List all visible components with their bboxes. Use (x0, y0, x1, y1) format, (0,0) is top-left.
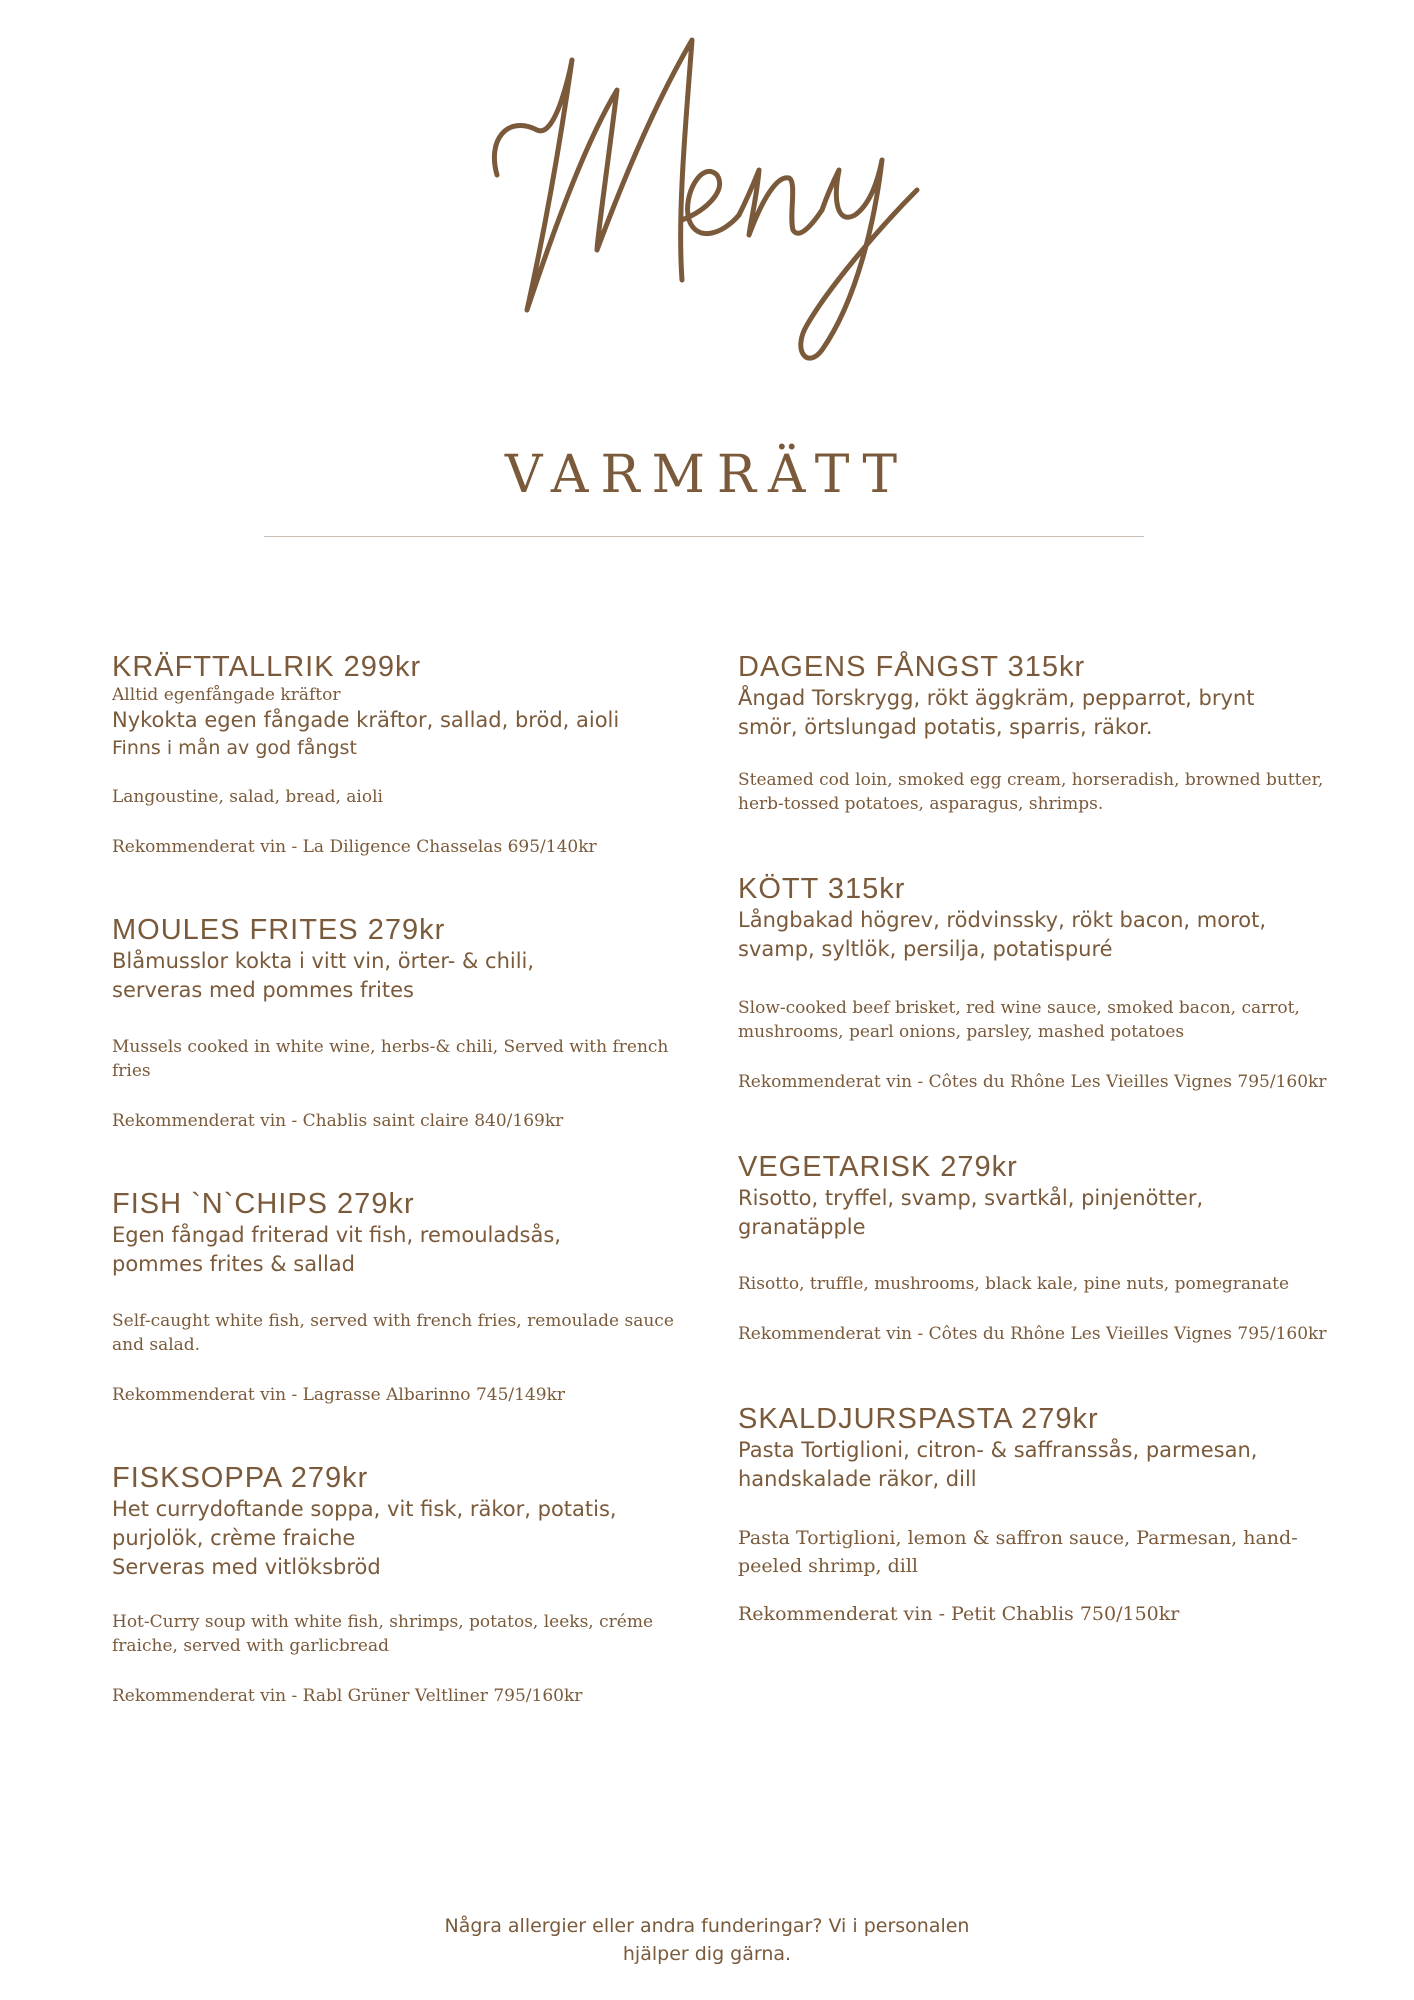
dish-description: Risotto, tryffel, svamp, svartkål, pinjenötter, granatäpple (738, 1186, 1204, 1239)
dish-english: Mussels cooked in white wine, herbs-& chili, Served with french fries (112, 1037, 669, 1081)
dish-title: SKALDJURSPASTA 279kr (738, 1403, 1099, 1435)
dish-title: FISH `N`CHIPS 279kr (112, 1188, 415, 1220)
dish-description: Långbakad högrev, rödvinssky, rökt bacon, morot, svamp, syltlök, persilja, potatispuré (738, 908, 1267, 961)
dish-kraftallrik (112, 650, 702, 859)
dish-wine: Rekommenderat vin - Lagrasse Albarinno 745/149kr (112, 1385, 565, 1405)
dish-title: DAGENS FÅNGST 315kr (738, 651, 1086, 683)
dish-english: Self-caught white fish, served with french fries, remoulade sauce and salad. (112, 1311, 674, 1355)
allergy-note-line2: hjälper dig gärna. (622, 1943, 792, 1965)
dish-english: Langoustine, salad, bread, aioli (112, 787, 383, 807)
dish-title: MOULES FRITES 279kr (112, 914, 446, 946)
dish-wine: Rekommenderat vin - Côtes du Rhône Les Vieilles Vignes 795/160kr (738, 1072, 1327, 1092)
dish-description: Pasta Tortiglioni, citron- & saffranssås, parmesan, handskalade räkor, dill (738, 1438, 1258, 1491)
dish-title: KÖTT 315kr (738, 873, 906, 905)
dish-wine: Rekommenderat vin - Rabl Grüner Veltliner 795/160kr (112, 1686, 583, 1706)
dish-description: Nykokta egen fångade kräftor, sallad, bröd, aioli (112, 708, 620, 732)
dish-english: Slow-cooked beef brisket, red wine sauce, smoked bacon, carrot, mushrooms, pearl onions, parsley, mashed potatoes (738, 998, 1300, 1042)
menu-column-right (738, 650, 1328, 1628)
dish-wine: Rekommenderat vin - Petit Chablis 750/150kr (738, 1603, 1180, 1625)
dish-note: Finns i mån av god fångst (112, 737, 357, 759)
dish-description: Egen fångad friterad vit fish, remouladsås, pommes frites & sallad (112, 1223, 561, 1276)
dish-dagens-fangst (738, 650, 1328, 816)
dish-subtitle: Alltid egenfångade kräftor (112, 685, 341, 705)
dish-english: Steamed cod loin, smoked egg cream, horseradish, browned butter, herb-tossed potatoes, asparagus, shrimps. (738, 770, 1324, 814)
dish-wine: Rekommenderat vin - La Diligence Chasselas 695/140kr (112, 837, 597, 857)
dish-title: VEGETARISK 279kr (738, 1151, 1018, 1183)
dish-moules-frites (112, 913, 702, 1133)
dish-vegetarisk (738, 1150, 1328, 1346)
allergy-note-line1: Några allergier eller andra funderingar? Vi i personalen (444, 1915, 970, 1937)
dish-wine: Rekommenderat vin - Chablis saint claire 840/169kr (112, 1111, 564, 1131)
dish-wine: Rekommenderat vin - Côtes du Rhône Les Vieilles Vignes 795/160kr (738, 1324, 1327, 1344)
allergy-note (0, 1912, 1414, 1968)
dish-english: Hot-Curry soup with white fish, shrimps, potatos, leeks, créme fraiche, served with garlicbread (112, 1612, 654, 1656)
section-heading: VARMRÄTT (504, 445, 910, 505)
menu-column-left (112, 650, 702, 1708)
dish-english: Pasta Tortiglioni, lemon & saffron sauce, Parmesan, hand-peeled shrimp, dill (738, 1527, 1298, 1577)
menu-title-script (0, 20, 1414, 370)
dish-description: Ångad Torskrygg, rökt äggkräm, pepparrot, brynt smör, örtslungad potatis, sparris, räkor. (738, 686, 1255, 739)
dish-skaldjurspasta (738, 1402, 1328, 1628)
dish-english: Risotto, truffle, mushrooms, black kale, pine nuts, pomegranate (738, 1274, 1290, 1294)
meny-script-logo (477, 20, 937, 370)
dish-title: FISKSOPPA 279kr (112, 1462, 369, 1494)
section-divider (264, 536, 1144, 537)
dish-title: KRÄFTTALLRIK 299kr (112, 651, 422, 683)
dish-fish-n-chips (112, 1187, 702, 1407)
dish-kott (738, 872, 1328, 1094)
dish-fisksoppa (112, 1461, 702, 1708)
dish-description: Blåmusslor kokta i vitt vin, örter- & chili, serveras med pommes frites (112, 949, 535, 1002)
dish-description: Het currydoftande soppa, vit fisk, räkor, potatis, purjolök, crème fraiche Serveras med vitlöksbröd (112, 1497, 617, 1579)
